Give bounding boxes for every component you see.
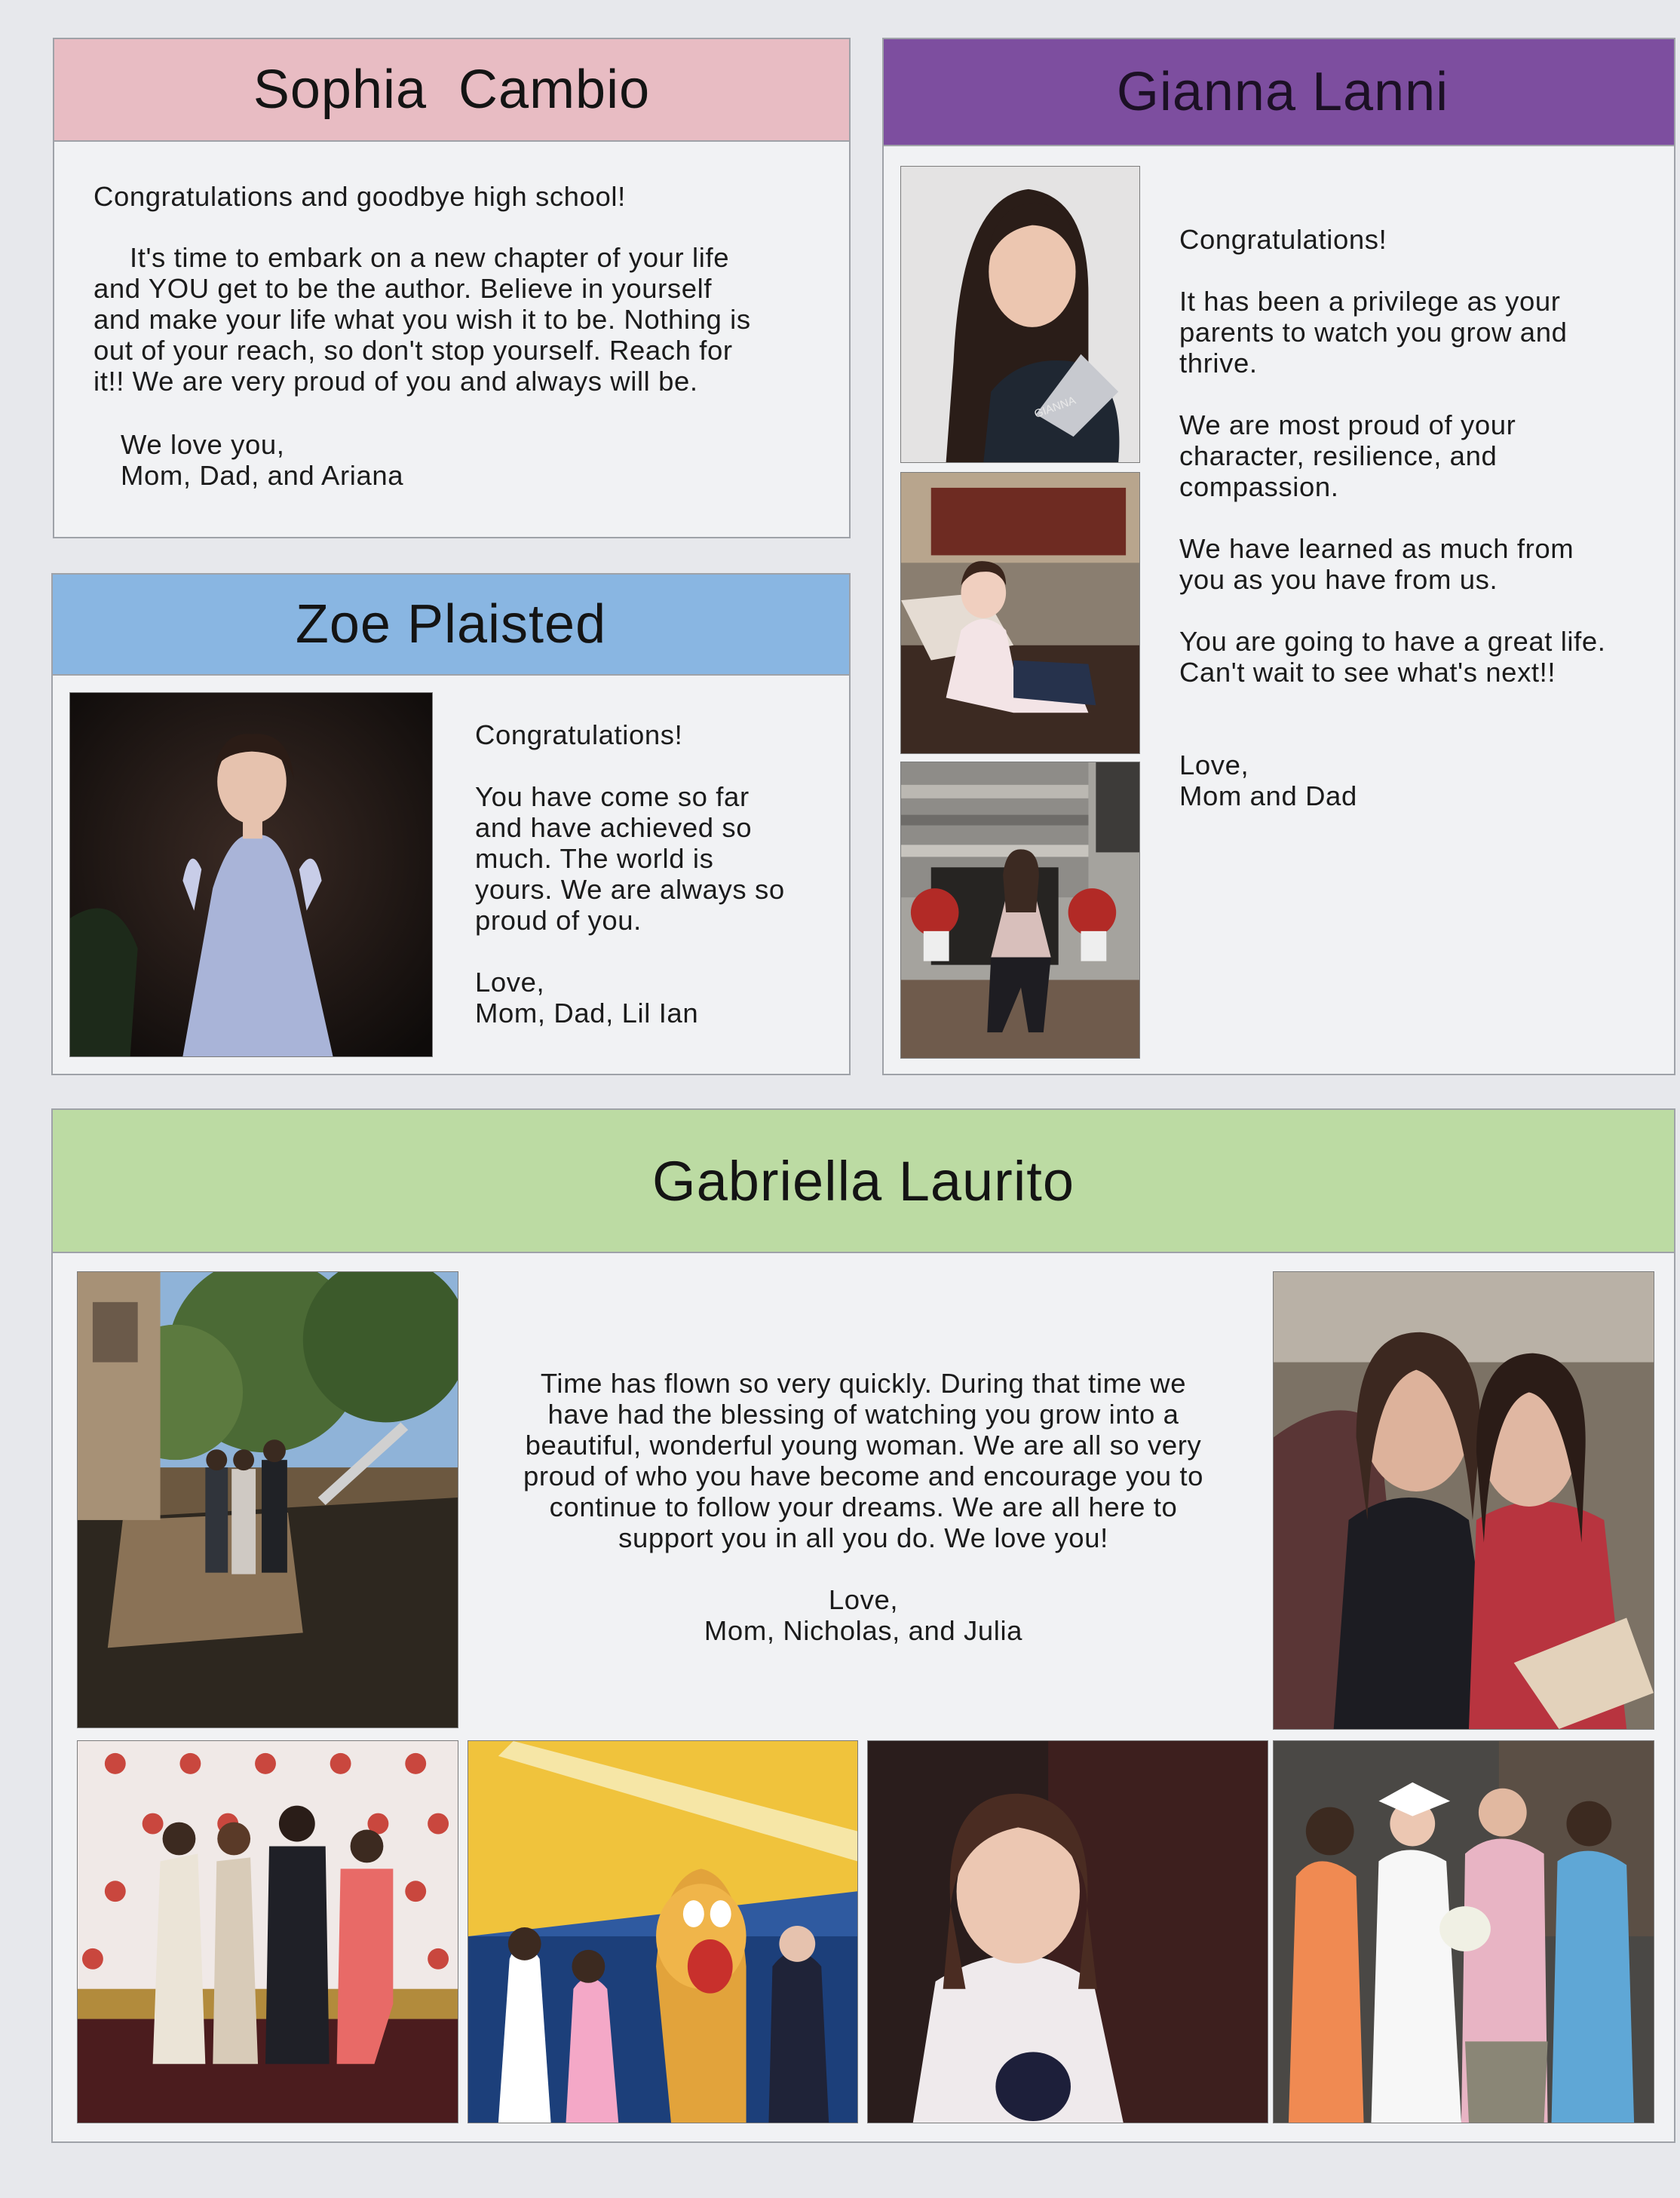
gianna-fireplace-photo [900,762,1140,1059]
sophia-signature: Mom, Dad, and Ariana [121,460,404,491]
gabriella-child-photo [867,1740,1268,2123]
sophia-cambio-message [94,181,817,491]
gabriella-campus-photo [77,1271,458,1728]
gianna-lanni-header [884,39,1674,146]
gianna-paragraph-line: you as you have from us. [1179,564,1498,595]
zoe-greeting: Congratulations! [475,719,683,750]
sophia-paragraph-line: out of your reach, so don't stop yourself. Reach for [94,335,733,366]
sophia-cambio-box [53,38,851,538]
sophia-greeting: Congratulations and goodbye high school! [94,181,626,212]
zoe-closing: Love, [475,967,545,998]
gabriella-paragraph-line: Time has flown so very quickly. During that time we [540,1368,1187,1399]
zoe-plaisted-box [51,573,851,1075]
gabriella-paragraph-line: continue to follow your dreams. We are all here to [549,1491,1178,1522]
gianna-signature: Mom and Dad [1179,780,1357,811]
sophia-paragraph-line: and YOU get to be the author. Believe in yourself [94,273,713,304]
gabriella-graduation-photo [1273,1740,1654,2123]
sophia-cambio-name: Sophia Cambio [253,60,651,120]
gianna-lanni-name: Gianna Lanni [1116,62,1449,122]
gianna-lanni-message [1179,224,1662,811]
gianna-greeting: Congratulations! [1179,224,1387,255]
gabriella-paragraph-line: beautiful, wonderful young woman. We are all so very [525,1430,1202,1461]
sophia-cambio-header [54,39,849,142]
gabriella-pluto-photo [468,1740,858,2123]
gabriella-signature: Mom, Nicholas, and Julia [704,1615,1023,1646]
sophia-paragraph-line: and make your life what you wish it to be. Nothing is [94,304,751,335]
gabriella-mother-daughter-photo [1273,1271,1654,1730]
zoe-paragraph-line: proud of you. [475,905,642,936]
zoe-paragraph-line: and have achieved so [475,812,753,843]
gianna-paragraph-line: We have learned as much from [1179,533,1574,564]
gianna-lanni-box [882,38,1675,1075]
sophia-paragraph-line: it!! We are very proud of you and always will be. [94,366,698,397]
gianna-closing: Love, [1179,750,1249,780]
gabriella-laurito-name: Gabriella Laurito [652,1149,1075,1212]
gianna-paragraph-line: You are going to have a great life. [1179,626,1606,657]
gabriella-paragraph-line: proud of who you have become and encourage you to [523,1461,1203,1491]
zoe-signature: Mom, Dad, Lil Ian [475,998,699,1028]
gabriella-paragraph-line: have had the blessing of watching you grow into a [547,1399,1179,1430]
gianna-paragraph-line: parents to watch you grow and [1179,317,1568,348]
gabriella-laurito-message [475,1368,1252,1646]
gianna-portrait-photo [900,166,1140,463]
zoe-paragraph-line: yours. We are always so [475,874,785,905]
gianna-paragraph-line: We are most proud of your [1179,409,1516,440]
sophia-closing: We love you, [121,429,285,460]
zoe-princess-photo [69,692,433,1057]
zoe-plaisted-message [475,719,829,1028]
gabriella-closing: Love, [828,1584,899,1615]
gabriella-laurito-header [53,1110,1674,1253]
gianna-jacket-text: GIANNA [1032,394,1078,422]
gabriella-award-photo [77,1740,458,2123]
gianna-paragraph-line: thrive. [1179,348,1258,379]
gabriella-paragraph-line: support you in all you do. We love you! [618,1522,1108,1553]
gianna-paragraph-line: compassion. [1179,471,1339,502]
gianna-toddler-photo [900,472,1140,754]
zoe-plaisted-name: Zoe Plaisted [295,594,607,654]
zoe-plaisted-header [53,575,849,676]
zoe-paragraph-line: much. The world is [475,843,714,874]
zoe-paragraph-line: You have come so far [475,781,750,812]
gianna-paragraph-line: Can't wait to see what's next!! [1179,657,1556,688]
sophia-paragraph-line: It's time to embark on a new chapter of your life [130,242,730,273]
gabriella-laurito-box [51,1108,1675,2143]
gianna-paragraph-line: character, resilience, and [1179,440,1498,471]
gianna-paragraph-line: It has been a privilege as your [1179,286,1561,317]
